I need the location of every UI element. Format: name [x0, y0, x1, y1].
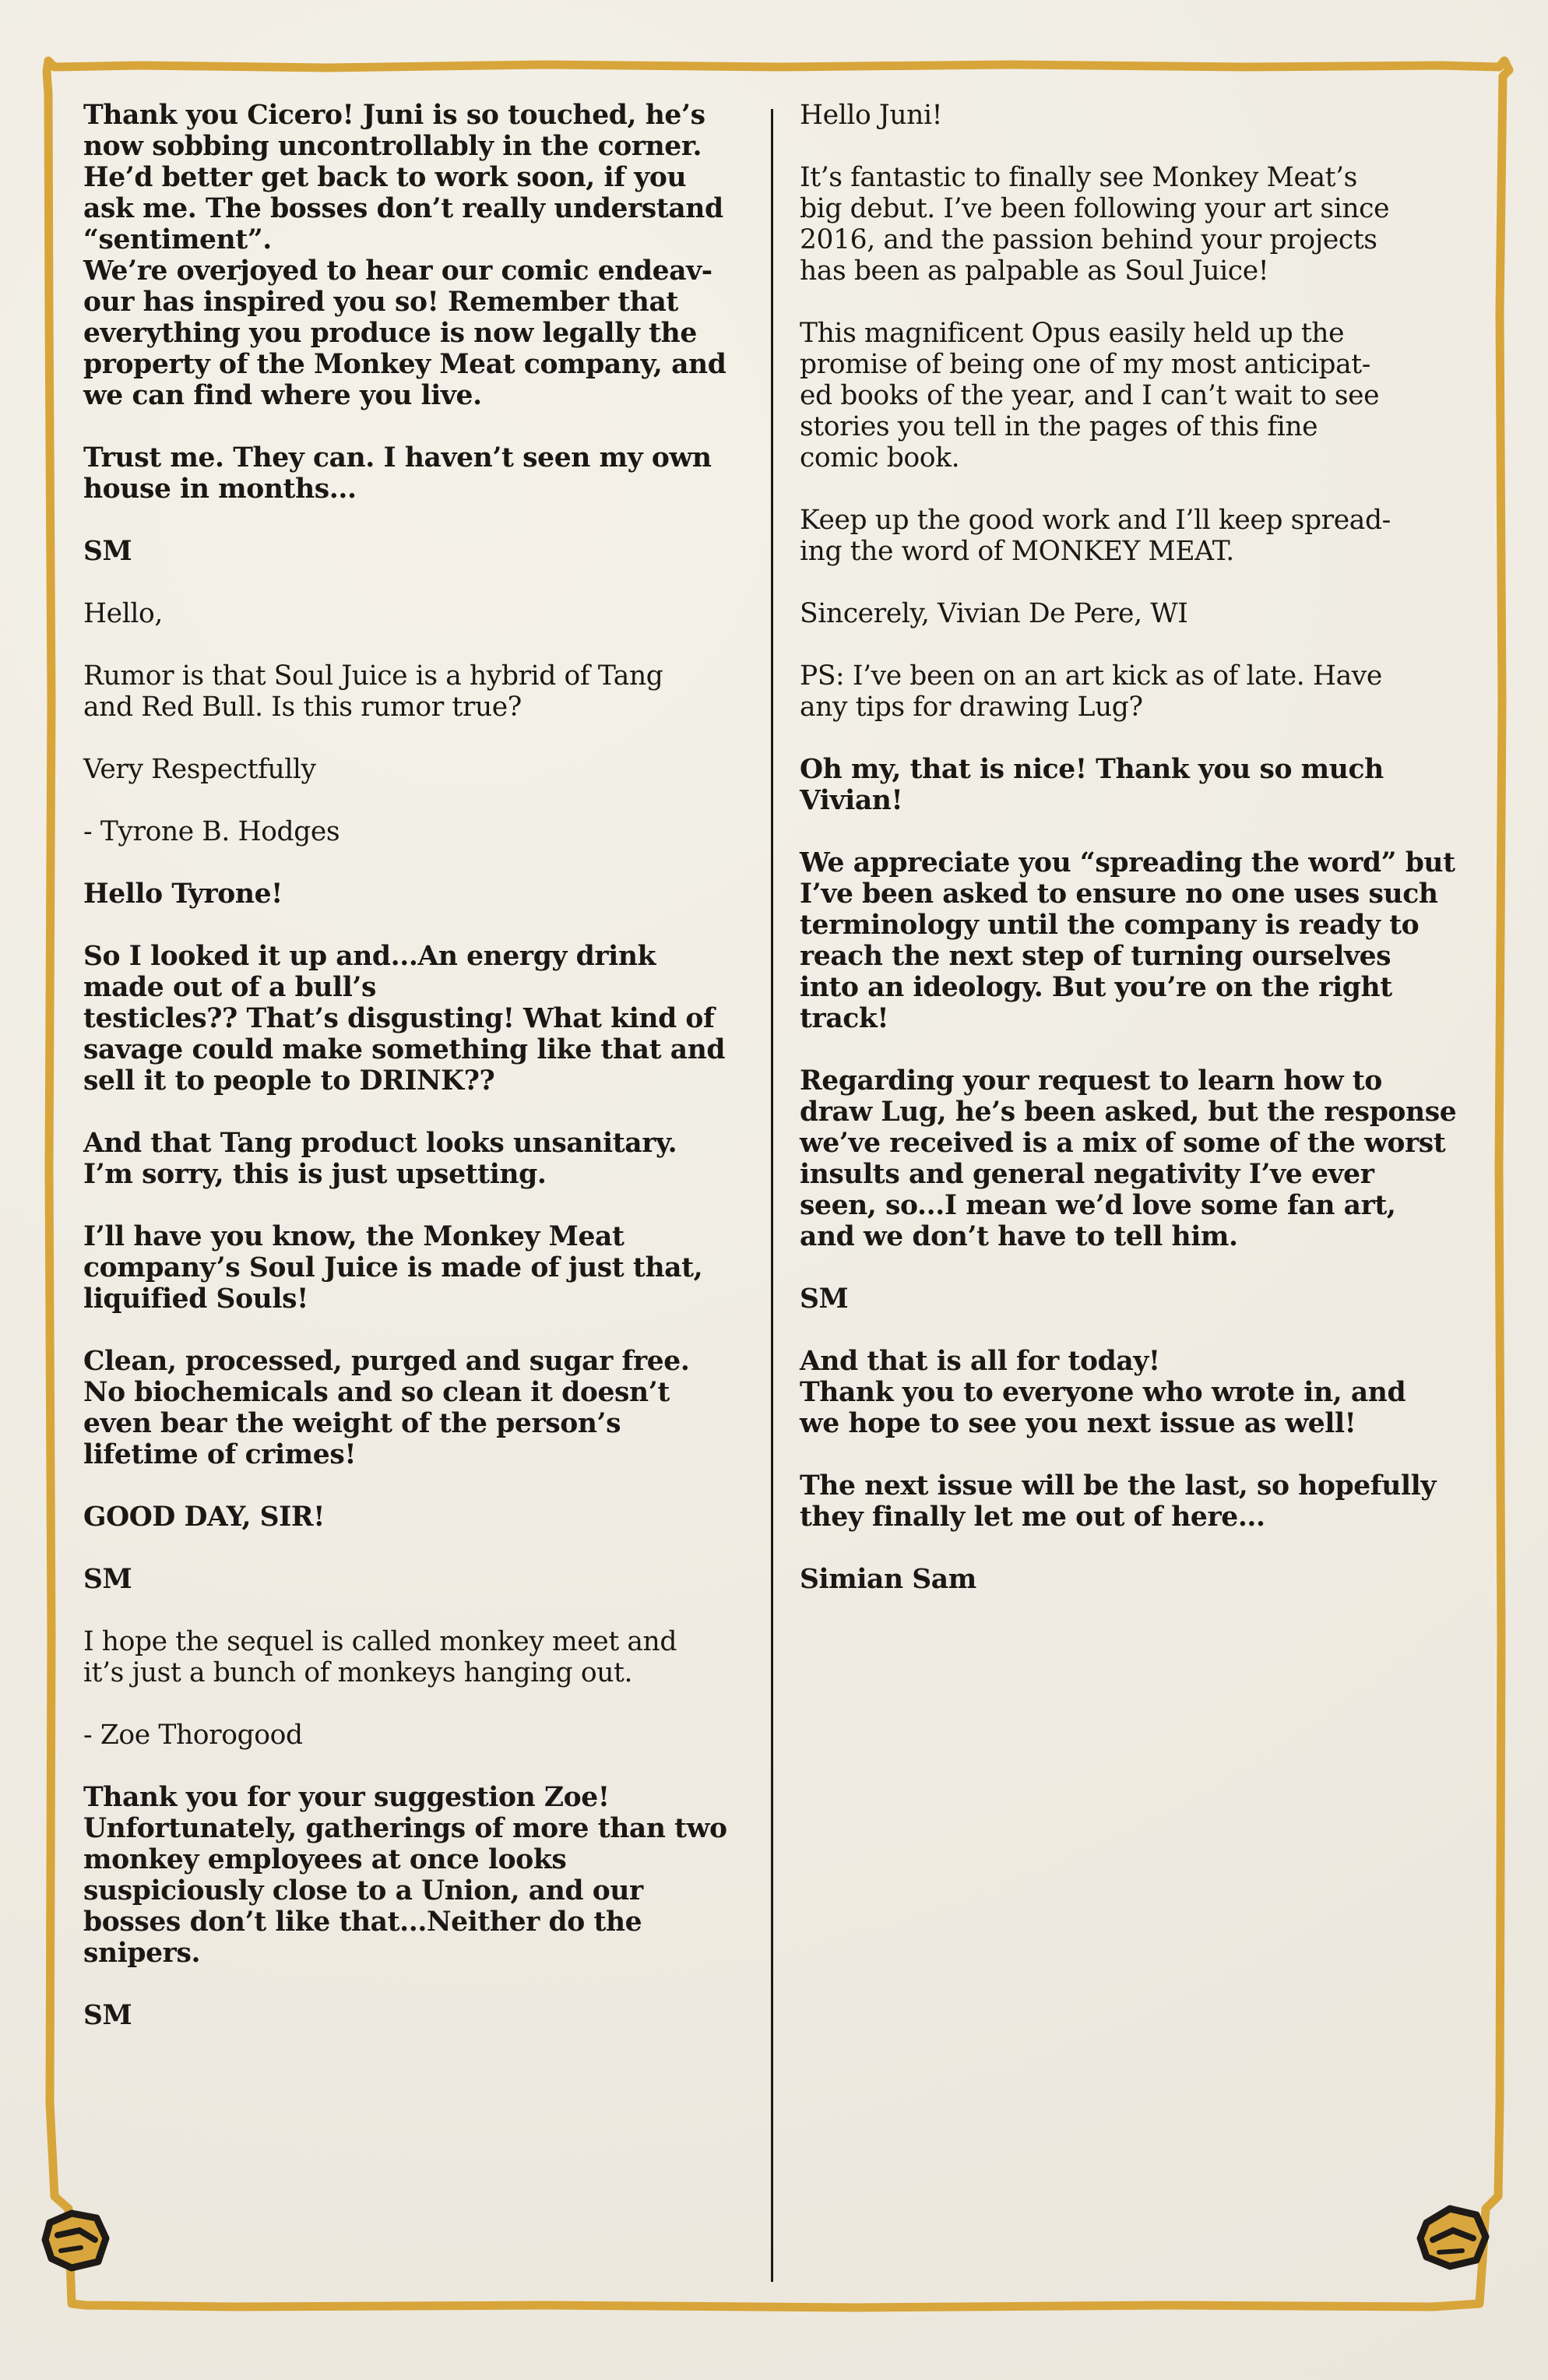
left-column — [83, 100, 753, 2062]
letter-vivian-ps: PS: I’ve been on an art kick as of late. Have any tips for drawing Lug? — [800, 660, 1382, 723]
letter-author-zoe: - Zoe Thorogood — [83, 1720, 303, 1751]
signature-sm: SM — [83, 2000, 132, 2031]
letter-tyrone-body: Rumor is that Soul Juice is a hybrid of Tang and Red Bull. Is this rumor true? — [83, 660, 663, 723]
reply-vivian-p3: Regarding your request to learn how to draw Lug, he’s been asked, but the response we’ve received is a mix of some of the worst insults and general negativity I’ve ever seen, so...I mean we’d love some fan art, and we don’t have to tell him. — [800, 1065, 1457, 1252]
letter-vivian-p3: Keep up the good work and I’ll keep spread- ing the word of MONKEY MEAT. — [800, 505, 1391, 567]
reply-tyrone-p2: And that Tang product looks unsanitary. I’m sorry, this is just upsetting. — [83, 1128, 677, 1190]
reply-to-cicero-cont: Trust me. They can. I haven’t seen my own house in months... — [83, 442, 712, 505]
letter-zoe-body: I hope the sequel is called monkey meet and it’s just a bunch of monkeys hanging out. — [83, 1626, 677, 1688]
reply-to-cicero: Thank you Cicero! Juni is so touched, he’s now sobbing uncontrollably in the corner. He’d better get back to work soon, if you ask me. The bosses don’t really understand “sentiment”. We’re overjoyed to hear our comic endeav- our has inspired you so! Remember that everything you produce is now legally the property of the Monkey Meat company, and we can find where you live. — [83, 100, 727, 411]
reply-vivian-p1: Oh my, that is nice! Thank you so much Vivian! — [800, 754, 1384, 816]
letter-author-vivian: Sincerely, Vivian De Pere, WI — [800, 598, 1188, 629]
reply-tyrone-p5: GOOD DAY, SIR! — [83, 1502, 325, 1533]
signature-simian-sam: Simian Sam — [800, 1564, 976, 1595]
letter-vivian-p1: It’s fantastic to finally see Monkey Meat’s big debut. I’ve been following your art since 2016, and the passion behind your projects has been as palpable as Soul Juice! — [800, 162, 1390, 287]
signature-sm: SM — [800, 1283, 849, 1315]
letter-vivian-p2: This magnificent Opus easily held up the promise of being one of my most anticipat- ed books of the year, and I can’t wait to see stories you tell in the pages of this fine comic book. — [800, 318, 1380, 474]
column-divider — [771, 109, 773, 2282]
reply-tyrone-p1: So I looked it up and...An energy drink made out of a bull’s testicles?? That’s disgusting! What kind of savage could make something like that and sell it to people to DRINK?? — [83, 941, 726, 1097]
right-column — [800, 100, 1469, 1626]
corner-ornament-right — [1416, 2202, 1490, 2271]
reply-tyrone-p4: Clean, processed, purged and sugar free. No biochemicals and so clean it doesn’t even bear the weight of the person’s lifetime of crimes! — [83, 1346, 690, 1470]
letter-closing: Very Respectfully — [83, 754, 316, 785]
letter-vivian-greeting: Hello Juni! — [800, 100, 943, 131]
letter-greeting: Hello, — [83, 598, 163, 629]
reply-zoe: Thank you for your suggestion Zoe! Unfortunately, gatherings of more than two monkey employees at once looks suspiciously close to a Union, and our bosses don’t like that...Neither do the snipers. — [83, 1782, 727, 1969]
corner-ornament-left — [40, 2207, 111, 2273]
letter-author-tyrone: - Tyrone B. Hodges — [83, 816, 340, 847]
signature-sm: SM — [83, 1564, 132, 1595]
reply-vivian-p2: We appreciate you “spreading the word” but I’ve been asked to ensure no one uses such terminology until the company is ready to reach the next step of turning ourselves into an ideology. But you’re on the right track! — [800, 847, 1455, 1034]
closing-message: And that is all for today! Thank you to everyone who wrote in, and we hope to see you next issue as well! — [800, 1346, 1406, 1439]
reply-tyrone-p3: I’ll have you know, the Monkey Meat company’s Soul Juice is made of just that, liquified Souls! — [83, 1221, 703, 1315]
signature-sm: SM — [83, 536, 132, 567]
reply-greeting-tyrone: Hello Tyrone! — [83, 878, 283, 910]
closing-next-issue: The next issue will be the last, so hopefully they finally let me out of here... — [800, 1470, 1436, 1533]
